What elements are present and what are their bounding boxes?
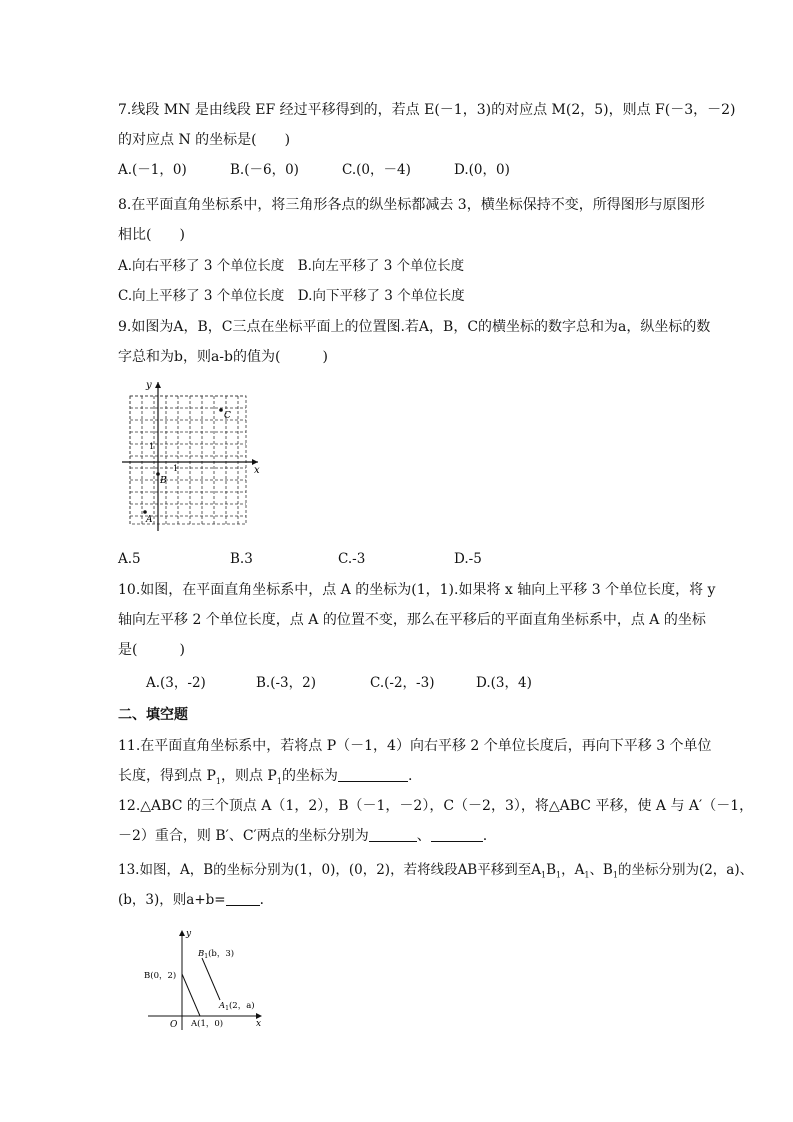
q12-answer-blank-c[interactable] (431, 827, 483, 842)
q7-option-a: A.(－1，0) (118, 162, 187, 178)
q7-line1: 7.线段 MN 是由线段 EF 经过平移得到的，若点 E(－1，3)的对应点 M(2，5)，则点 F(－3，－2) (118, 102, 736, 118)
q9-unit-y: 1 (149, 442, 155, 451)
q11-line1: 11.在平面直角坐标系中，若将点 P（－1，4）向右平移 2 个单位长度后，再向下平移 3 个单位 (118, 738, 712, 754)
q11-end: . (407, 768, 413, 784)
q7-option-b: B.(－6，0) (230, 162, 299, 178)
q13-sub-1: 1 (540, 870, 547, 880)
q9-y-axis-arrow (155, 382, 161, 388)
q13-y-axis-arrow (179, 930, 185, 936)
q9-label-b: B (160, 476, 167, 486)
q13-line1 (118, 861, 753, 885)
q13-x-label: x (256, 1019, 262, 1029)
q13-y-label: y (186, 929, 192, 939)
q13-segment-ab (182, 974, 200, 1016)
q12-end: . (482, 828, 488, 844)
q13-b1-coord: (b，3) (208, 949, 235, 959)
q11-sub-2: 1 (276, 776, 282, 786)
q13-sub-4: 1 (612, 870, 618, 880)
q10-line3: 是( ) (118, 642, 185, 658)
q12-line2 (118, 827, 487, 845)
q13-a1-coord: (2，a) (228, 1001, 255, 1011)
q13-a1-main: A (219, 1001, 226, 1011)
q13-text-d: 、B (589, 862, 613, 878)
q13-a1-sub: 1 (225, 1005, 229, 1012)
q8-line1: 8.在平面直角坐标系中，将三角形各点的纵坐标都减去 3，横坐标保持不变，所得图形与原图形 (118, 197, 705, 213)
q13-label-b: B(0，2) (144, 971, 177, 981)
q9-option-b: B.3 (230, 551, 253, 567)
q12-sep: 、 (416, 828, 431, 844)
q9-y-label: y (146, 380, 152, 391)
q9-line1: 9.如图为A，B，C三点在坐标平面上的位置图.若A，B，C的横坐标的数字总和为a，纵坐标的数 (118, 319, 711, 335)
q7-line2: 的对应点 N 的坐标是( ) (118, 132, 291, 148)
q8-options-row1: A.向右平移了 3 个单位长度 B.向左平移了 3 个单位长度 (118, 258, 465, 274)
q9-label-c: C (224, 411, 231, 421)
q9-unit-x: 1 (173, 464, 179, 473)
q11-text-a: 长度，得到点 P (118, 768, 216, 784)
q10-line2: 轴向左平移 2 个单位长度，点 A 的位置不变，那么在平移后的平面直角坐标系中，点 A 的坐标 (118, 612, 706, 628)
q10-line1: 10.如图，在平面直角坐标系中，点 A 的坐标为(1，1).如果将 x 轴向上平移 3 个单位长度，将 y (118, 582, 716, 598)
q9-option-c: C.-3 (338, 551, 366, 567)
q13-origin-label: O (170, 1020, 178, 1030)
q13-b1-sub: 1 (204, 953, 209, 960)
q13-coordinate-figure (140, 922, 270, 1034)
q10-option-d: D.(3，4) (476, 675, 532, 691)
q13-label-a1 (218, 1000, 255, 1012)
q9-point-a (143, 510, 147, 514)
q12-line1: 12.△ABC 的三个顶点 A（1，2），B（－1，－2），C（－2，3），将△ABC 平移，使 A 与 A′（－1， (118, 798, 754, 814)
q9-label-a: A (146, 515, 153, 525)
q9-grid-figure (118, 376, 268, 536)
q13-segment-a1b1 (202, 958, 220, 1000)
q9-line2: 字总和为b，则a-b的值为( ) (118, 349, 328, 365)
q10-option-b: B.(-3，2) (256, 675, 316, 691)
q7-option-c: C.(0，－4) (342, 162, 411, 178)
q13-text-c: ，A (561, 862, 585, 878)
q12-text-a: －2）重合，则 B′、C′两点的坐标分别为 (118, 828, 369, 844)
q8-options-row2: C.向上平移了 3 个单位长度 D.向下平移了 3 个单位长度 (118, 288, 465, 304)
q13-sub-2: 1 (556, 870, 562, 880)
q7-option-d: D.(0，0) (454, 162, 510, 178)
q10-option-a: A.(3，-2) (146, 675, 206, 691)
q9-option-a: A.5 (118, 551, 141, 567)
q11-sub-1: 1 (215, 776, 221, 786)
q13-text-a: 13.如图，A，B的坐标分别为(1，0)，(0，2)，若将线段AB平移到至A (118, 862, 541, 878)
q9-point-c (219, 408, 223, 412)
section-heading-fill-in: 二、填空题 (118, 707, 188, 723)
q11-text-b: ，则点 P (220, 768, 277, 784)
q8-line2: 相比( ) (118, 227, 185, 243)
q9-option-d: D.-5 (454, 551, 482, 567)
q13-text-e: 的坐标分别为(2，a)、 (617, 862, 754, 878)
q12-answer-blank-b[interactable] (369, 827, 417, 842)
q13-text-f: (b，3)，则a+b= (118, 892, 226, 908)
q10-option-c: C.(-2，-3) (370, 675, 435, 691)
q13-answer-blank[interactable] (226, 891, 260, 906)
q13-label-b1 (197, 948, 234, 960)
q13-b1-main: B (198, 949, 205, 959)
q11-line2 (118, 767, 412, 791)
q13-text-b: B (546, 862, 556, 878)
q11-text-c: 的坐标为 (281, 768, 338, 784)
q13-end: . (259, 892, 264, 908)
q13-label-a: A(1，0) (191, 1019, 224, 1029)
q9-x-label: x (254, 465, 260, 476)
q11-answer-blank[interactable] (338, 767, 408, 782)
q13-sub-3: 1 (584, 870, 590, 880)
q13-line2 (118, 891, 264, 909)
